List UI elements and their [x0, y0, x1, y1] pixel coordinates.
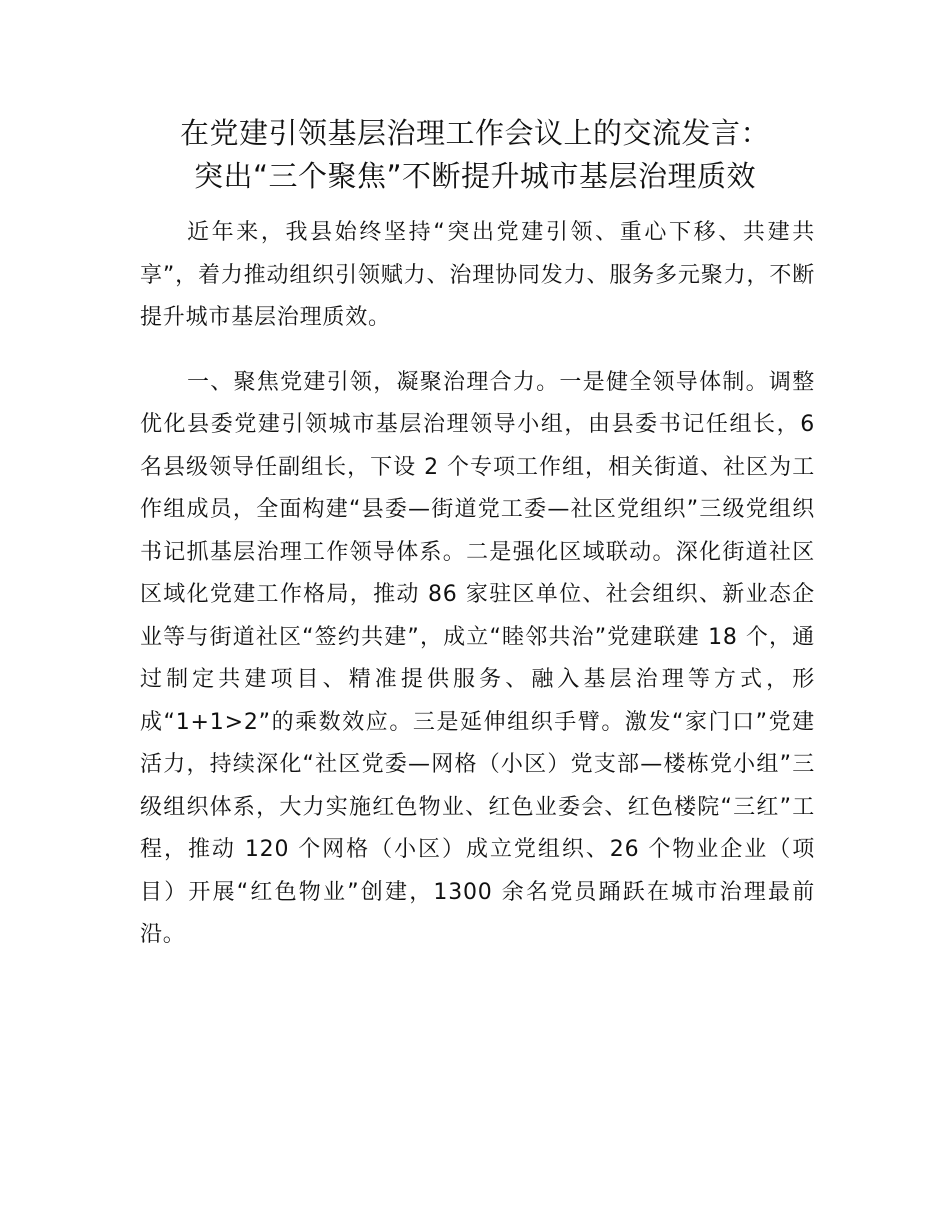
section-one-paragraph: 一、聚焦党建引领，凝聚治理合力。一是健全领导体制。调整优化县委党建引领城市基层治理领导小组，由县委书记任组长，6 名县级领导任副组长，下设 2 个专项工作组，相关街道、社区为工作组成员，全面构建“县委—街道党工委—社区党组织”三级党组织书记抓基层治理工作领导体系。二是强化区域联动。深化街道社区区域化党建工作格局，推动 86 家驻区单位、社会组织、新业态企业等与街道社区“签约共建”，成立“睦邻共治”党建联建 18 个，通过制定共建项目、精准提供服务、融入基层治理等方式，形成“1+1>2”的乘数效应。三是延伸组织手臂。激发“家门口”党建活力，持续深化“社区党委—网格（小区）党支部—楼栋党小组”三级组织体系，大力实施红色物业、红色业委会、红色楼院“三红”工程，推动 120 个网格（小区）成立党组织、26 个物业企业（项目）开展“红色物业”创建，1300 余名党员踊跃在城市治理最前沿。 [140, 369, 815, 947]
document-title [100, 112, 850, 198]
title-line-1: 在党建引领基层治理工作会议上的交流发言： [179, 116, 770, 150]
title-line-2: 突出“三个聚焦”不断提升城市基层治理质效 [193, 159, 757, 193]
document-body [140, 212, 815, 979]
intro-paragraph: 近年来，我县始终坚持“突出党建引领、重心下移、共建共享”，着力推动组织引领赋力、治理协同发力、服务多元聚力，不断提升城市基层治理质效。 [140, 220, 815, 330]
